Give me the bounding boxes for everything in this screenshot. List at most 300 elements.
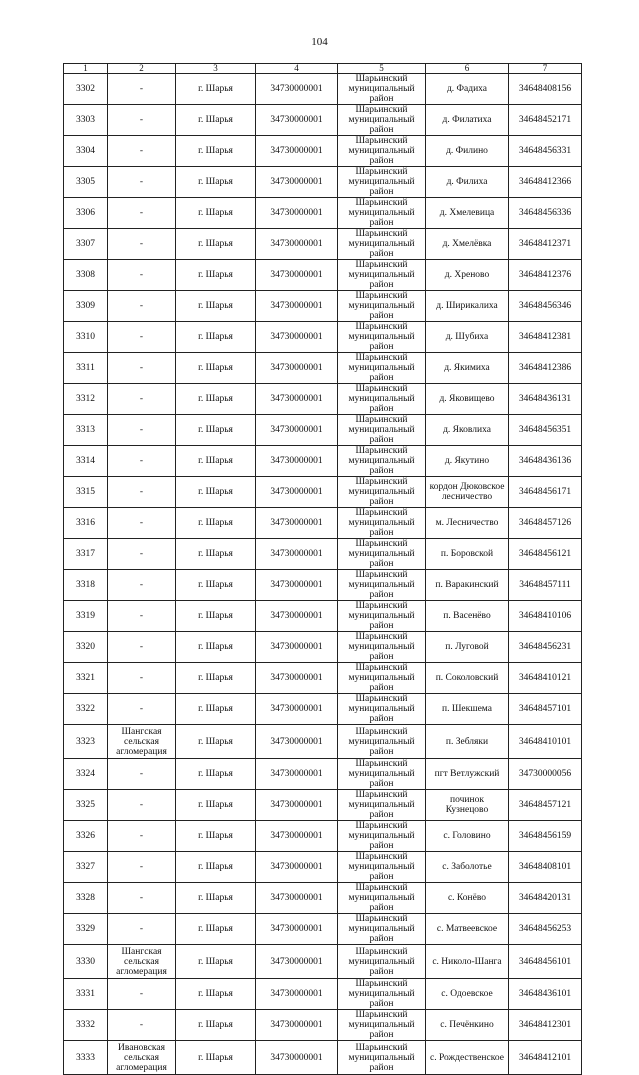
city-cell: г. Шарья xyxy=(176,914,256,945)
district-name-line2: муниципальный район xyxy=(348,800,415,820)
oktmo-settlement-cell: 34648436101 xyxy=(509,979,582,1010)
city-cell: г. Шарья xyxy=(176,477,256,508)
agglomeration-cell: - xyxy=(108,601,176,632)
settlement-cell: п. Соколовский xyxy=(426,663,509,694)
agglomeration-cell: - xyxy=(108,539,176,570)
district-name-line1: Шарьинский xyxy=(355,726,408,737)
city-cell: г. Шарья xyxy=(176,725,256,759)
oktmo-city-cell: 34730000001 xyxy=(256,725,338,759)
row-number: 3304 xyxy=(64,136,108,167)
agglomeration-cell: - xyxy=(108,1010,176,1041)
district-name-line2: муниципальный район xyxy=(348,146,415,166)
district-name-line1: Шарьинский xyxy=(355,74,408,84)
row-number: 3328 xyxy=(64,883,108,914)
row-number: 3322 xyxy=(64,694,108,725)
oktmo-city-cell: 34730000001 xyxy=(256,229,338,260)
oktmo-city-cell: 34730000001 xyxy=(256,74,338,105)
district-name-line1: Шарьинский xyxy=(355,105,408,115)
district-name-line2: муниципальный район xyxy=(348,84,415,104)
district-name-line1: Шарьинский xyxy=(355,136,408,146)
agglomeration-cell: - xyxy=(108,260,176,291)
agglomeration-cell: - xyxy=(108,384,176,415)
settlement-cell: п. Зебляки xyxy=(426,725,509,759)
district-name-line1: Шарьинский xyxy=(355,821,408,831)
oktmo-settlement-cell: 34648436131 xyxy=(509,384,582,415)
district-name-line1: Шарьинский xyxy=(355,353,408,363)
oktmo-city-cell: 34730000001 xyxy=(256,415,338,446)
oktmo-settlement-cell: 34648412381 xyxy=(509,322,582,353)
city-cell: г. Шарья xyxy=(176,322,256,353)
agglomeration-cell: - xyxy=(108,914,176,945)
district-cell xyxy=(338,852,426,883)
district-cell xyxy=(338,914,426,945)
agglomeration-cell: - xyxy=(108,322,176,353)
row-number: 3307 xyxy=(64,229,108,260)
agglomeration-cell: - xyxy=(108,508,176,539)
row-number: 3313 xyxy=(64,415,108,446)
table-row xyxy=(64,384,582,415)
district-cell xyxy=(338,1041,426,1075)
oktmo-settlement-cell: 34648412386 xyxy=(509,353,582,384)
oktmo-settlement-cell: 34648457101 xyxy=(509,694,582,725)
district-name-line1: Шарьинский xyxy=(355,570,408,580)
agglomeration-cell: - xyxy=(108,167,176,198)
district-name-line1: Шарьинский xyxy=(355,198,408,208)
district-cell xyxy=(338,1010,426,1041)
row-number: 3326 xyxy=(64,821,108,852)
agglomeration-cell: - xyxy=(108,883,176,914)
agglomeration-cell: - xyxy=(108,852,176,883)
district-name-line2: муниципальный район xyxy=(348,239,415,259)
oktmo-settlement-cell: 34648456231 xyxy=(509,632,582,663)
district-cell xyxy=(338,632,426,663)
table-row xyxy=(64,821,582,852)
settlement-cell: с. Одоевское xyxy=(426,979,509,1010)
table-row xyxy=(64,790,582,821)
oktmo-city-cell: 34730000001 xyxy=(256,105,338,136)
district-name-line2: муниципальный район xyxy=(348,893,415,913)
district-cell xyxy=(338,74,426,105)
settlement-cell: д. Якимиха xyxy=(426,353,509,384)
district-name-line2: муниципальный район xyxy=(348,301,415,321)
oktmo-settlement-cell: 34648412376 xyxy=(509,260,582,291)
oktmo-city-cell: 34730000001 xyxy=(256,883,338,914)
agglomeration-cell: - xyxy=(108,477,176,508)
district-name-line2: муниципальный район xyxy=(348,208,415,228)
district-cell xyxy=(338,759,426,790)
city-cell: г. Шарья xyxy=(176,979,256,1010)
district-name-line1: Шарьинский xyxy=(355,322,408,332)
table-row xyxy=(64,260,582,291)
district-name-line1: Шарьинский xyxy=(355,508,408,518)
district-cell xyxy=(338,508,426,539)
oktmo-city-cell: 34730000001 xyxy=(256,477,338,508)
agglomeration-cell: - xyxy=(108,821,176,852)
oktmo-settlement-cell: 34648457121 xyxy=(509,790,582,821)
oktmo-city-cell: 34730000001 xyxy=(256,759,338,790)
city-cell: г. Шарья xyxy=(176,663,256,694)
oktmo-settlement-cell: 34648456253 xyxy=(509,914,582,945)
agglomeration-cell: - xyxy=(108,229,176,260)
city-cell: г. Шарья xyxy=(176,1041,256,1075)
district-cell xyxy=(338,260,426,291)
district-name-line2: муниципальный район xyxy=(348,115,415,135)
district-name-line2: муниципальный район xyxy=(348,611,415,631)
settlement-cell: п. Васенёво xyxy=(426,601,509,632)
oktmo-city-cell: 34730000001 xyxy=(256,632,338,663)
district-cell xyxy=(338,229,426,260)
oktmo-city-cell: 34730000001 xyxy=(256,570,338,601)
header-col-1: 1 xyxy=(64,64,108,74)
district-name-line1: Шарьинский xyxy=(355,694,408,704)
header-col-2: 2 xyxy=(108,64,176,74)
district-name-line2: муниципальный район xyxy=(348,332,415,352)
table-row xyxy=(64,322,582,353)
row-number: 3332 xyxy=(64,1010,108,1041)
oktmo-settlement-cell: 34648412301 xyxy=(509,1010,582,1041)
agglomeration-cell: - xyxy=(108,570,176,601)
oktmo-city-cell: 34730000001 xyxy=(256,821,338,852)
settlement-cell: д. Яковищево xyxy=(426,384,509,415)
oktmo-settlement-cell: 34648456331 xyxy=(509,136,582,167)
district-cell xyxy=(338,415,426,446)
agglomeration-cell: - xyxy=(108,105,176,136)
table-row xyxy=(64,1041,582,1075)
city-cell: г. Шарья xyxy=(176,852,256,883)
district-name-line1: Шарьинский xyxy=(355,384,408,394)
city-cell: г. Шарья xyxy=(176,1010,256,1041)
district-name-line1: Шарьинский xyxy=(355,446,408,456)
district-name-line1: Шарьинский xyxy=(355,852,408,862)
city-cell: г. Шарья xyxy=(176,384,256,415)
oktmo-city-cell: 34730000001 xyxy=(256,322,338,353)
oktmo-city-cell: 34730000001 xyxy=(256,979,338,1010)
row-number: 3323 xyxy=(64,725,108,759)
oktmo-city-cell: 34730000001 xyxy=(256,260,338,291)
row-number: 3324 xyxy=(64,759,108,790)
row-number: 3331 xyxy=(64,979,108,1010)
row-number: 3314 xyxy=(64,446,108,477)
agglomeration-cell: - xyxy=(108,759,176,790)
settlement-cell: м. Лесничество xyxy=(426,508,509,539)
district-cell xyxy=(338,446,426,477)
oktmo-city-cell: 34730000001 xyxy=(256,601,338,632)
oktmo-settlement-cell: 34648436136 xyxy=(509,446,582,477)
agglomeration-cell: - xyxy=(108,663,176,694)
oktmo-city-cell: 34730000001 xyxy=(256,508,338,539)
district-cell xyxy=(338,322,426,353)
table-row xyxy=(64,291,582,322)
oktmo-city-cell: 34730000001 xyxy=(256,446,338,477)
row-number: 3302 xyxy=(64,74,108,105)
settlement-cell: п. Варакинский xyxy=(426,570,509,601)
row-number: 3318 xyxy=(64,570,108,601)
oktmo-settlement-cell: 34648412366 xyxy=(509,167,582,198)
district-cell xyxy=(338,883,426,914)
settlement-cell: д. Якутино xyxy=(426,446,509,477)
table-row xyxy=(64,74,582,105)
district-cell xyxy=(338,979,426,1010)
city-cell: г. Шарья xyxy=(176,570,256,601)
row-number: 3310 xyxy=(64,322,108,353)
district-name-line2: муниципальный район xyxy=(348,642,415,662)
table-row xyxy=(64,663,582,694)
settlement-cell: с. Николо-Шанга xyxy=(426,945,509,979)
district-cell xyxy=(338,694,426,725)
oktmo-settlement-cell: 34648412371 xyxy=(509,229,582,260)
table-row xyxy=(64,415,582,446)
oktmo-city-cell: 34730000001 xyxy=(256,945,338,979)
district-cell xyxy=(338,570,426,601)
oktmo-settlement-cell: 34730000056 xyxy=(509,759,582,790)
city-cell: г. Шарья xyxy=(176,291,256,322)
oktmo-city-cell: 34730000001 xyxy=(256,384,338,415)
table-row xyxy=(64,446,582,477)
district-name-line1: Шарьинский xyxy=(355,229,408,239)
oktmo-city-cell: 34730000001 xyxy=(256,790,338,821)
header-col-4: 4 xyxy=(256,64,338,74)
header-col-5: 5 xyxy=(338,64,426,74)
row-number: 3330 xyxy=(64,945,108,979)
oktmo-settlement-cell: 34648410121 xyxy=(509,663,582,694)
city-cell: г. Шарья xyxy=(176,415,256,446)
oktmo-settlement-cell: 34648456171 xyxy=(509,477,582,508)
oktmo-city-cell: 34730000001 xyxy=(256,136,338,167)
agglomeration-cell: - xyxy=(108,198,176,229)
table-row xyxy=(64,198,582,229)
district-name-line1: Шарьинский xyxy=(355,883,408,893)
settlements-table xyxy=(63,63,582,1075)
city-cell: г. Шарья xyxy=(176,821,256,852)
agglomeration-cell: - xyxy=(108,74,176,105)
district-name-line2: муниципальный район xyxy=(348,924,415,944)
row-number: 3305 xyxy=(64,167,108,198)
city-cell: г. Шарья xyxy=(176,539,256,570)
oktmo-settlement-cell: 34648456159 xyxy=(509,821,582,852)
oktmo-city-cell: 34730000001 xyxy=(256,198,338,229)
row-number: 3311 xyxy=(64,353,108,384)
district-name-line1: Шарьинский xyxy=(355,914,408,924)
district-cell xyxy=(338,601,426,632)
oktmo-city-cell: 34730000001 xyxy=(256,914,338,945)
table-row xyxy=(64,979,582,1010)
oktmo-settlement-cell: 34648456121 xyxy=(509,539,582,570)
district-name-line1: Шарьинский xyxy=(355,1042,408,1053)
district-name-line2: муниципальный район xyxy=(348,956,415,977)
table-row xyxy=(64,601,582,632)
city-cell: г. Шарья xyxy=(176,353,256,384)
table-row xyxy=(64,229,582,260)
city-cell: г. Шарья xyxy=(176,260,256,291)
city-cell: г. Шарья xyxy=(176,945,256,979)
row-number: 3316 xyxy=(64,508,108,539)
row-number: 3325 xyxy=(64,790,108,821)
oktmo-city-cell: 34730000001 xyxy=(256,663,338,694)
oktmo-city-cell: 34730000001 xyxy=(256,1010,338,1041)
settlement-cell: д. Ширикалиха xyxy=(426,291,509,322)
city-cell: г. Шарья xyxy=(176,446,256,477)
district-name-line2: муниципальный район xyxy=(348,270,415,290)
table-row xyxy=(64,136,582,167)
oktmo-city-cell: 34730000001 xyxy=(256,353,338,384)
agglomeration-cell: Ивановская сельская агломерация xyxy=(108,1041,176,1075)
row-number: 3312 xyxy=(64,384,108,415)
district-name-line2: муниципальный район xyxy=(348,1020,415,1040)
agglomeration-cell: - xyxy=(108,136,176,167)
oktmo-settlement-cell: 34648412101 xyxy=(509,1041,582,1075)
settlement-cell: д. Яковлиха xyxy=(426,415,509,446)
table-row xyxy=(64,105,582,136)
district-cell xyxy=(338,821,426,852)
oktmo-settlement-cell: 34648456351 xyxy=(509,415,582,446)
row-number: 3333 xyxy=(64,1041,108,1075)
district-name-line1: Шарьинский xyxy=(355,946,408,957)
table-row xyxy=(64,725,582,759)
oktmo-settlement-cell: 34648452171 xyxy=(509,105,582,136)
district-name-line2: муниципальный район xyxy=(348,177,415,197)
district-name-line1: Шарьинский xyxy=(355,663,408,673)
district-name-line1: Шарьинский xyxy=(355,260,408,270)
table-row xyxy=(64,883,582,914)
district-cell xyxy=(338,663,426,694)
district-cell xyxy=(338,725,426,759)
district-cell xyxy=(338,384,426,415)
district-name-line2: муниципальный район xyxy=(348,549,415,569)
oktmo-settlement-cell: 34648410106 xyxy=(509,601,582,632)
oktmo-settlement-cell: 34648456336 xyxy=(509,198,582,229)
oktmo-settlement-cell: 34648456101 xyxy=(509,945,582,979)
settlement-cell: п. Шекшема xyxy=(426,694,509,725)
table-row xyxy=(64,477,582,508)
header-row xyxy=(64,64,582,74)
district-cell xyxy=(338,790,426,821)
settlement-cell: д. Филино xyxy=(426,136,509,167)
district-name-line1: Шарьинский xyxy=(355,1010,408,1020)
district-cell xyxy=(338,353,426,384)
agglomeration-cell: Шангская сельская агломерация xyxy=(108,945,176,979)
district-cell xyxy=(338,291,426,322)
table-row xyxy=(64,1010,582,1041)
city-cell: г. Шарья xyxy=(176,759,256,790)
oktmo-settlement-cell: 34648456346 xyxy=(509,291,582,322)
district-name-line2: муниципальный район xyxy=(348,989,415,1009)
district-name-line1: Шарьинский xyxy=(355,790,408,800)
city-cell: г. Шарья xyxy=(176,229,256,260)
header-col-3: 3 xyxy=(176,64,256,74)
table-row xyxy=(64,945,582,979)
row-number: 3315 xyxy=(64,477,108,508)
table-row xyxy=(64,694,582,725)
city-cell: г. Шарья xyxy=(176,632,256,663)
district-cell xyxy=(338,136,426,167)
row-number: 3306 xyxy=(64,198,108,229)
district-name-line2: муниципальный район xyxy=(348,769,415,789)
page-number: 104 xyxy=(311,36,328,48)
oktmo-settlement-cell: 34648457126 xyxy=(509,508,582,539)
row-number: 3317 xyxy=(64,539,108,570)
settlement-cell: с. Конёво xyxy=(426,883,509,914)
table-row xyxy=(64,508,582,539)
row-number: 3319 xyxy=(64,601,108,632)
district-name-line1: Шарьинский xyxy=(355,539,408,549)
agglomeration-cell: - xyxy=(108,446,176,477)
oktmo-settlement-cell: 34648457111 xyxy=(509,570,582,601)
oktmo-city-cell: 34730000001 xyxy=(256,291,338,322)
agglomeration-cell: - xyxy=(108,979,176,1010)
oktmo-settlement-cell: 34648420131 xyxy=(509,883,582,914)
row-number: 3303 xyxy=(64,105,108,136)
oktmo-settlement-cell: 34648410101 xyxy=(509,725,582,759)
district-name-line1: Шарьинский xyxy=(355,979,408,989)
row-number: 3327 xyxy=(64,852,108,883)
settlement-cell: д. Хмелевица xyxy=(426,198,509,229)
table-row xyxy=(64,539,582,570)
city-cell: г. Шарья xyxy=(176,136,256,167)
table-row xyxy=(64,167,582,198)
settlement-cell: с. Матвеевское xyxy=(426,914,509,945)
settlement-cell: д. Хреново xyxy=(426,260,509,291)
district-name-line2: муниципальный район xyxy=(348,487,415,507)
settlement-cell: д. Шубиха xyxy=(426,322,509,353)
district-name-line2: муниципальный район xyxy=(348,736,415,757)
row-number: 3308 xyxy=(64,260,108,291)
table-row xyxy=(64,632,582,663)
district-cell xyxy=(338,539,426,570)
district-name-line2: муниципальный район xyxy=(348,518,415,538)
header-col-6: 6 xyxy=(426,64,509,74)
agglomeration-cell: - xyxy=(108,415,176,446)
district-name-line1: Шарьинский xyxy=(355,759,408,769)
table-row xyxy=(64,914,582,945)
settlement-cell: д. Хмелёвка xyxy=(426,229,509,260)
table-row xyxy=(64,570,582,601)
settlement-cell: д. Филиха xyxy=(426,167,509,198)
agglomeration-cell: Шангская сельская агломерация xyxy=(108,725,176,759)
agglomeration-cell: - xyxy=(108,694,176,725)
settlement-cell: д. Филатиха xyxy=(426,105,509,136)
oktmo-city-cell: 34730000001 xyxy=(256,852,338,883)
district-name-line2: муниципальный район xyxy=(348,456,415,476)
row-number: 3320 xyxy=(64,632,108,663)
district-name-line1: Шарьинский xyxy=(355,601,408,611)
district-name-line2: муниципальный район xyxy=(348,831,415,851)
oktmo-city-cell: 34730000001 xyxy=(256,694,338,725)
agglomeration-cell: - xyxy=(108,353,176,384)
city-cell: г. Шарья xyxy=(176,790,256,821)
district-name-line2: муниципальный район xyxy=(348,673,415,693)
header-col-7: 7 xyxy=(509,64,582,74)
agglomeration-cell: - xyxy=(108,790,176,821)
district-cell xyxy=(338,167,426,198)
table-row xyxy=(64,353,582,384)
settlement-cell: починок Кузнецово xyxy=(426,790,509,821)
row-number: 3329 xyxy=(64,914,108,945)
district-name-line2: муниципальный район xyxy=(348,704,415,724)
city-cell: г. Шарья xyxy=(176,601,256,632)
city-cell: г. Шарья xyxy=(176,198,256,229)
district-name-line1: Шарьинский xyxy=(355,415,408,425)
city-cell: г. Шарья xyxy=(176,167,256,198)
district-name-line2: муниципальный район xyxy=(348,1052,415,1073)
table-row xyxy=(64,852,582,883)
city-cell: г. Шарья xyxy=(176,508,256,539)
settlement-cell: п. Боровской xyxy=(426,539,509,570)
district-name-line2: муниципальный район xyxy=(348,425,415,445)
settlement-cell: кордон Дюковское лесничество xyxy=(426,477,509,508)
row-number: 3309 xyxy=(64,291,108,322)
district-name-line1: Шарьинский xyxy=(355,632,408,642)
settlement-cell: с. Печёнкино xyxy=(426,1010,509,1041)
